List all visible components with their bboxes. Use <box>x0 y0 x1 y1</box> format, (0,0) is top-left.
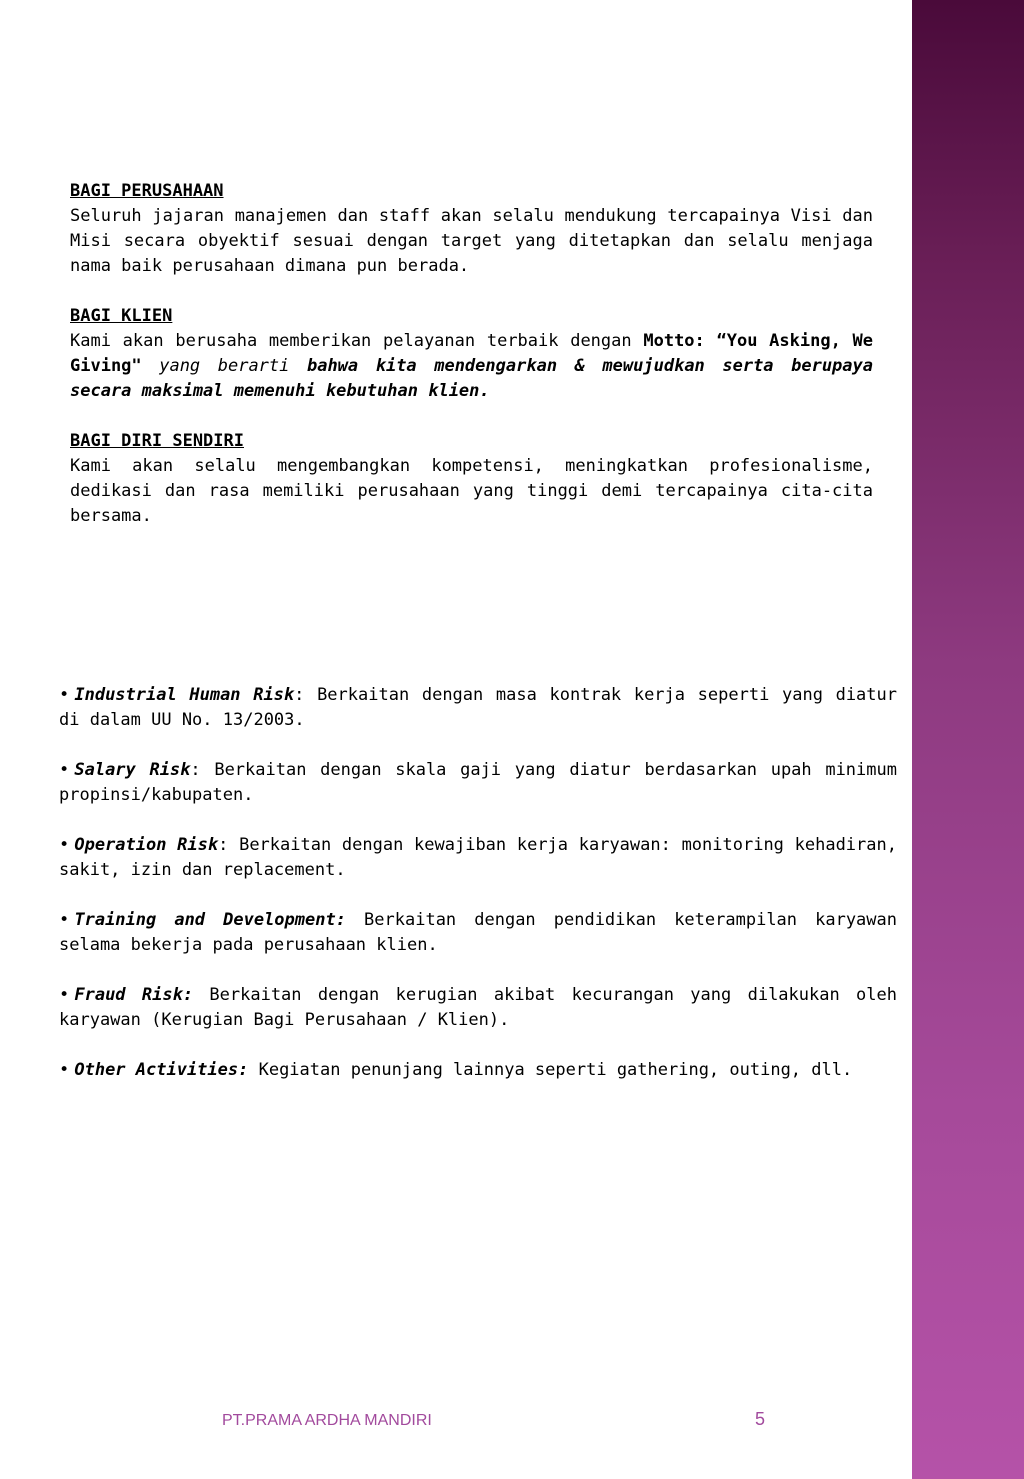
risk-term: Industrial Human Risk <box>74 685 295 705</box>
klien-motto: Motto: “You Asking, We Giving" <box>70 331 873 376</box>
risk-list-item <box>59 758 897 808</box>
section-perusahaan <box>70 179 873 279</box>
text-bagi-diri-sendiri: Kami akan selalu mengembangkan kompetensi, meningkatkan profesionalisme, dedikasi dan rasa memiliki perusahaan yang tinggi demi tercapainya cita-cita bersama. <box>70 456 873 526</box>
risk-bullet: • <box>59 1060 70 1080</box>
risk-bullet: • <box>59 985 70 1005</box>
risk-term: Training and Development: <box>74 910 346 930</box>
risk-description: Berkaitan dengan kewajiban kerja karyawan: monitoring kehadiran, sakit, izin dan replacement. <box>59 835 897 880</box>
footer-company-name: PT.PRAMA ARDHA MANDIRI <box>222 1412 432 1429</box>
risk-bullet: • <box>59 835 70 855</box>
risk-list <box>59 683 897 1108</box>
risk-separator: : <box>218 835 229 855</box>
risk-separator: : <box>294 685 305 705</box>
risk-list-item <box>59 983 897 1033</box>
section-diri-sendiri <box>70 429 873 529</box>
heading-bagi-perusahaan: BAGI PERUSAHAAN <box>70 181 224 201</box>
klien-intro: Kami akan berusaha memberikan pelayanan terbaik dengan <box>70 331 644 351</box>
risk-description: Berkaitan dengan masa kontrak kerja seperti yang diatur di dalam UU No. 13/2003. <box>59 685 897 730</box>
risk-list-item <box>59 1058 897 1083</box>
risk-description: Berkaitan dengan skala gaji yang diatur berdasarkan upah minimum propinsi/kabupaten. <box>59 760 897 805</box>
risk-term: Fraud Risk: <box>74 985 194 1005</box>
risk-separator: : <box>190 760 201 780</box>
risk-list-item <box>59 908 897 958</box>
klien-meaning: bahwa kita mendengarkan & mewujudkan serta berupaya secara maksimal memenuhi kebutuhan klien. <box>70 356 873 401</box>
risk-term: Operation Risk <box>74 835 219 855</box>
risk-list-item <box>59 833 897 883</box>
decorative-side-bar <box>912 0 1024 1479</box>
heading-bagi-diri-sendiri: BAGI DIRI SENDIRI <box>70 431 244 451</box>
text-bagi-klien <box>70 329 873 404</box>
risk-list-item <box>59 683 897 733</box>
commitment-section <box>70 179 873 529</box>
risk-bullet: • <box>59 910 70 930</box>
section-klien <box>70 304 873 404</box>
risk-bullet: • <box>59 760 70 780</box>
risk-term: Other Activities: <box>74 1060 249 1080</box>
risk-description: Berkaitan dengan kerugian akibat kecurangan yang dilakukan oleh karyawan (Kerugian Bagi Perusahaan / Klien). <box>59 985 897 1030</box>
risk-bullet: • <box>59 685 70 705</box>
risk-description: Kegiatan penunjang lainnya seperti gathering, outing, dll. <box>248 1060 853 1080</box>
klien-means: yang berarti <box>141 356 307 376</box>
heading-bagi-klien: BAGI KLIEN <box>70 306 173 326</box>
risk-term: Salary Risk <box>74 760 191 780</box>
footer-page-number: 5 <box>755 1409 766 1429</box>
risk-description: Berkaitan dengan pendidikan keterampilan karyawan selama bekerja pada perusahaan klien. <box>59 910 897 955</box>
text-bagi-perusahaan: Seluruh jajaran manajemen dan staff akan selalu mendukung tercapainya Visi dan Misi secara obyektif sesuai dengan target yang ditetapkan dan selalu menjaga nama baik perusahaan dimana pun berada. <box>70 206 873 276</box>
